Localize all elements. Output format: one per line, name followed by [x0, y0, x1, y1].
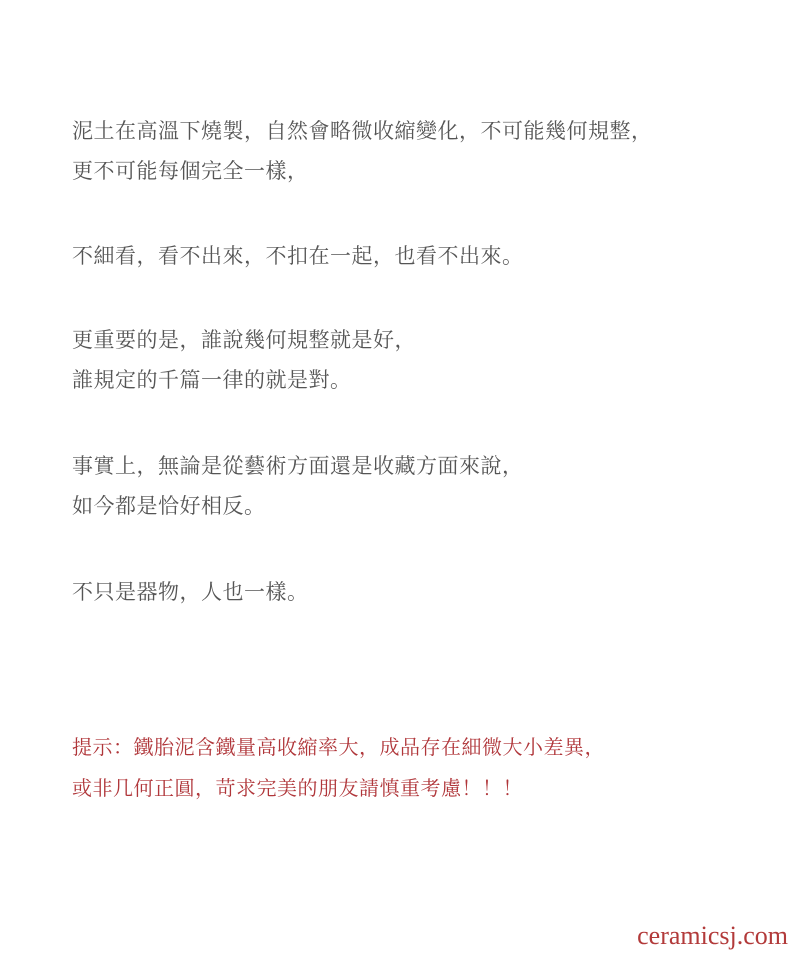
- paragraph-line: 更不可能每個完全一樣，: [72, 159, 309, 183]
- paragraph-line: 如今都是恰好相反。: [72, 494, 266, 518]
- paragraph-line: 事實上，無論是從藝術方面還是收藏方面來說，: [72, 454, 524, 478]
- paragraph-line: 不只是器物，人也一樣。: [72, 580, 309, 604]
- paragraph-art-collection: [72, 446, 524, 526]
- paragraph-line: 不細看，看不出來，不扣在一起，也看不出來。: [72, 244, 524, 268]
- notice-line: 或非几何正圓，苛求完美的朋友請慎重考慮！！！: [72, 776, 523, 800]
- paragraph-look-closely: [72, 236, 524, 276]
- site-watermark: ceramicsj.com: [637, 921, 788, 950]
- notice-line: 提示：鐵胎泥含鐵量高收縮率大，成品存在細微大小差異，: [72, 735, 605, 759]
- paragraph-line: 更重要的是，誰說幾何規整就是好，: [72, 328, 416, 352]
- paragraph-regularity: [72, 320, 416, 400]
- paragraph-line: 泥土在高溫下燒製，自然會略微收縮變化，不可能幾何規整，: [72, 119, 653, 143]
- paragraph-people-too: [72, 572, 309, 612]
- paragraph-line: 誰規定的千篇一律的就是對。: [72, 368, 352, 392]
- paragraph-firing-shrinkage: [72, 111, 653, 191]
- shrinkage-notice: [72, 727, 605, 809]
